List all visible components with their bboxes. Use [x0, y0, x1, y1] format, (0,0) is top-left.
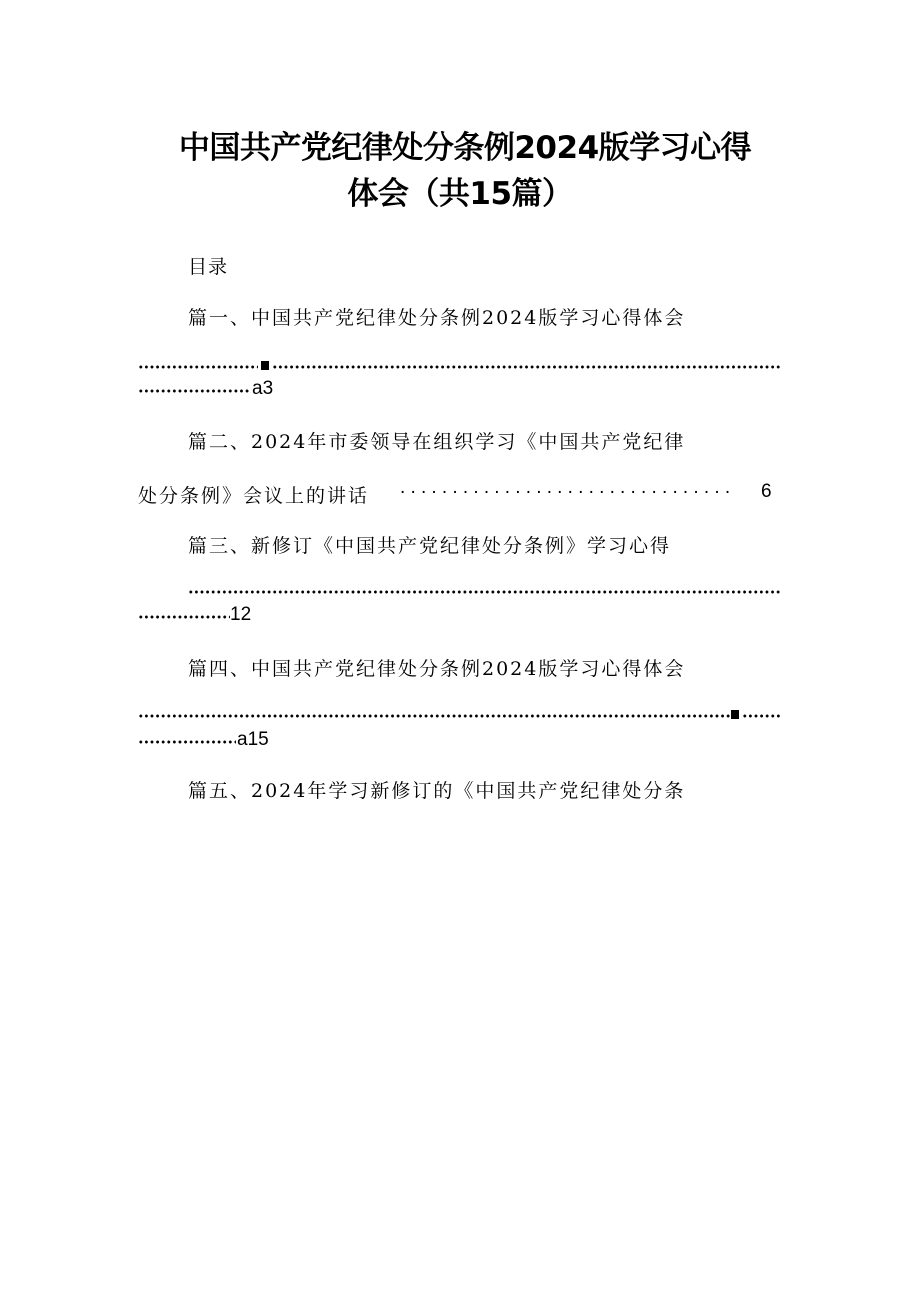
document-title-line-2: 体会（共15篇）: [347, 176, 573, 212]
toc-entry-1-marker: [261, 361, 269, 370]
toc-entry-4-page[interactable]: a15: [237, 729, 269, 750]
toc-entry-2-page[interactable]: 6: [761, 481, 772, 502]
toc-entry-1-leader-b: [272, 364, 780, 370]
toc-entry-1-page[interactable]: a3: [252, 378, 274, 399]
toc-heading: 目录: [188, 256, 229, 278]
toc-entry-3-page[interactable]: 12: [230, 604, 252, 625]
toc-entry-4-leader-b: [742, 713, 780, 719]
toc-entry-4-marker: [731, 710, 739, 719]
toc-entry-3-leader-a: [188, 589, 780, 595]
toc-entry-4-leader-c: [138, 739, 236, 745]
toc-entry-4-title[interactable]: 篇四、中国共产党纪律处分条例2024版学习心得体会: [188, 658, 686, 680]
toc-entry-1-title[interactable]: 篇一、中国共产党纪律处分条例2024版学习心得体会: [188, 307, 686, 329]
toc-entry-2-title-line-2[interactable]: 处分条例》会议上的讲话: [138, 485, 370, 507]
toc-entry-2-leader: ................................: [400, 477, 736, 498]
toc-entry-1-leader-c: [138, 388, 251, 394]
toc-entry-1-leader-a: [138, 364, 258, 370]
toc-entry-3-leader-b: [138, 614, 230, 620]
toc-entry-2-title-line-1[interactable]: 篇二、2024年市委领导在组织学习《中国共产党纪律: [188, 431, 686, 453]
toc-entry-5-title[interactable]: 篇五、2024年学习新修订的《中国共产党纪律处分条: [188, 780, 686, 802]
toc-entry-4-leader-a: [138, 713, 730, 719]
document-title-line-1: 中国共产党纪律处分条例2024版学习心得: [178, 130, 752, 166]
toc-entry-3-title[interactable]: 篇三、新修订《中国共产党纪律处分条例》学习心得: [188, 535, 672, 557]
